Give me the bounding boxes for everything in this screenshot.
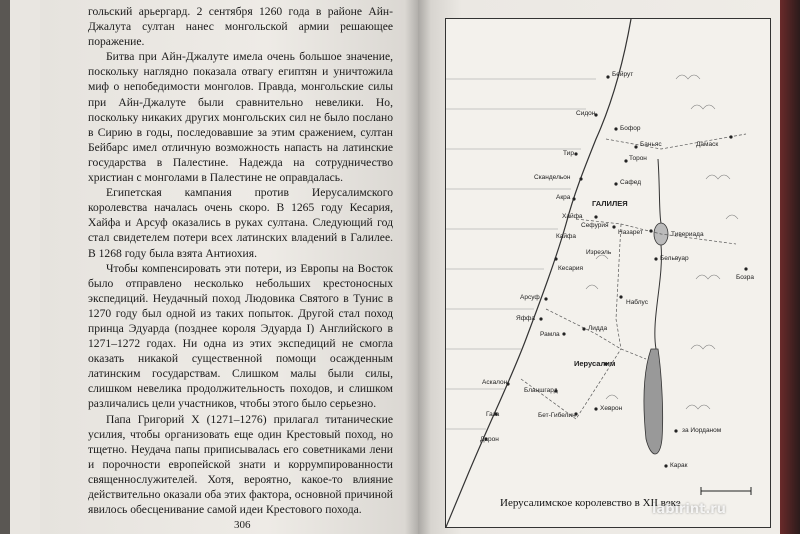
map-label: Баньяс <box>640 141 662 148</box>
map-label: Яффа <box>516 315 536 322</box>
map-label: Дарон <box>480 436 499 443</box>
map-label: Торон <box>629 155 647 162</box>
map-label: Хеврон <box>600 405 623 412</box>
scale-bar <box>701 487 751 495</box>
map-label: Наблус <box>626 299 648 306</box>
map-label: Сафед <box>620 179 641 186</box>
map-label: Бланшгард <box>524 387 558 394</box>
map-label: Сидон <box>576 110 596 117</box>
map-label: Хайфа <box>562 213 583 220</box>
map-label: Бельвуар <box>660 255 689 262</box>
book-cover-edge <box>780 0 800 534</box>
coastline <box>446 19 634 527</box>
map-label: Скандельон <box>534 174 571 181</box>
map-label: Тивериада <box>671 231 704 238</box>
map-label: Бозра <box>736 274 755 281</box>
map-label: Дамаск <box>696 141 719 148</box>
map-label: Изреэль <box>586 249 612 256</box>
map <box>445 18 771 528</box>
map-label: Бофор <box>620 125 641 132</box>
page-number: 306 <box>234 519 251 531</box>
map-label: Лидда <box>588 325 608 332</box>
map-label: Иерусалим <box>574 359 616 368</box>
paragraph: Чтобы компенсировать эти потери, из Европы на Восток было отправлено несколько небольших крестоносных экспедиций. Неудачный поход Людовика Святого в Тунис в 1270 году был одной из таких попыток. Другой стал поход принца Эдуарда (позднее короля Эдуарда I) Английского в 1271–1272 годах. Ни одна из этих экспедиций не смогла оказать никакой существенной помощи осажденным латинским государствам. Слишком малы были силы, слишком невелика продолжительность походов, и слишком различались цели участников, чтобы этого было серьезно. <box>88 261 393 411</box>
left-page-text <box>88 4 393 517</box>
map-label: Кесария <box>558 265 584 272</box>
map-label: Аскалон <box>482 379 508 386</box>
map-label: Кайфа <box>556 233 576 240</box>
map-label: Бейрут <box>612 71 634 78</box>
map-label: Бет-Гибелин <box>538 412 576 419</box>
watermark-logo: labirint.ru <box>652 502 726 517</box>
map-label: Газа <box>486 411 500 418</box>
map-label: Назарет <box>618 229 643 236</box>
map-label: ГАЛИЛЕЯ <box>592 199 628 208</box>
map-label: Карак <box>670 462 688 469</box>
paragraph: Египетская кампания против Иерусалимского королевства началась очень скоро. В 1265 году Кесария, Хайфа и Арсуф оказались в руках султана. Следующий год стал свидетелем потери всех латинских владений в Галилее. В 1268 году была взята Антиохия. <box>88 186 393 260</box>
paragraph: Папа Григорий X (1271–1276) прилагал титанические усилия, чтобы организовать еще один Крестовый поход, но тщетно. Неудача папы приписывалась его советниками лени и порочности европейской знати и коррумпированности священнослужителей. Хотя, вероятно, какое-то влияние действительно оказали оба этих фактора, основной причиной явилось обесценивание самой идеи Крестового похода. <box>88 412 393 517</box>
map-label: Акра <box>556 194 571 201</box>
paragraph: Битва при Айн-Джалуте имела очень большое значение, поскольку наглядно показала отвагу египтян и уничтожила миф о непобедимости монголов. Правда, монгольские силы при Айн-Джалуте были сравнительно невелики. Но, поскольку никаких других монгольских сил не было послано в Сирию в годы, последовавшие за этим сражением, султан Бейбарс имел отличную возможность напасть на латинские государства в Палестине. Надежда на сотрудничество христиан с монголами в Палестине не оправдалась. <box>88 50 393 185</box>
map-label: Рамла <box>540 331 560 338</box>
paragraph: гольский арьергард. 2 сентября 1260 года в районе Айн-Джалута султан нанес монгольской армии решающее поражение. <box>88 5 393 49</box>
map-drawing <box>446 19 770 527</box>
map-label: Тир <box>563 150 574 157</box>
map-label: за Иорданом <box>682 427 722 434</box>
map-label: Сефурия <box>581 222 609 229</box>
dead-sea <box>644 349 663 454</box>
sea-shading <box>446 79 596 429</box>
book-spine <box>405 0 431 534</box>
map-caption: Иерусалимское королевство в XII веке <box>497 497 684 509</box>
map-label: Арсуф <box>520 294 540 301</box>
jordan-river <box>655 159 662 349</box>
